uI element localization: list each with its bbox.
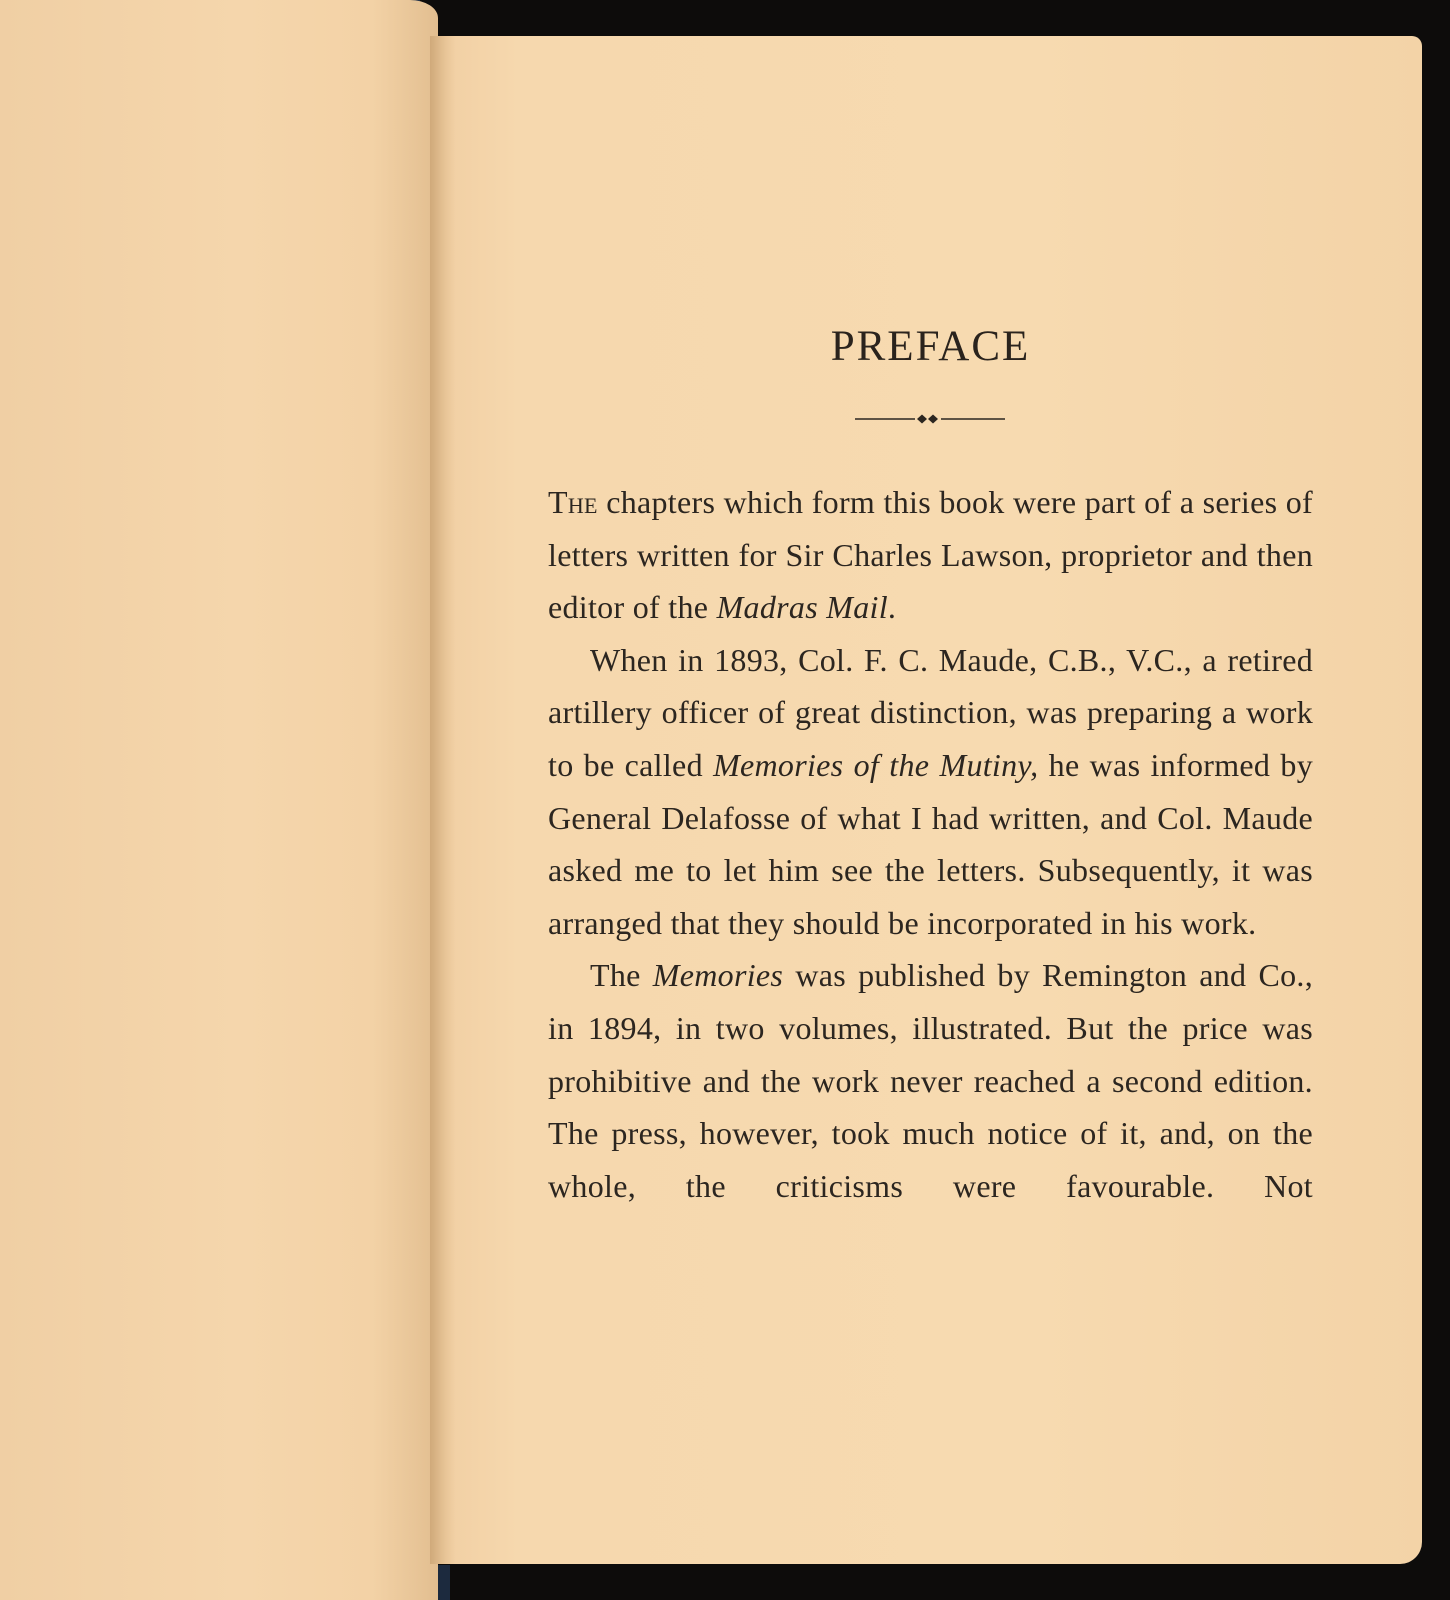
paragraph-1 xyxy=(548,476,1313,634)
paragraph-2-italic: Memories of the Mutiny, xyxy=(713,746,1039,783)
preface-body xyxy=(548,476,1313,1212)
paragraph-1-text: chapters which form this book were part of a series of letters written for Sir Charles Lawson, proprietor and then editor of the xyxy=(548,484,1313,626)
paragraph-2-text: When in 1893, Col. F. C. Maude, C.B., V.C., a retired artillery officer of great distinction, was preparing a work to be called xyxy=(548,641,1313,783)
lead-word: The xyxy=(548,484,598,520)
paragraph-2-end: he was informed by General Delafosse of what I had written, and Col. Maude asked me to let him see the letters. Subsequently, it was arranged that they should be incorporated in his work. xyxy=(548,746,1313,941)
paragraph-3-end: was published by Remington and Co., in 1894, in two volumes, illustrated. But the price was prohibitive and the work never reached a second edition. The press, however, took much notice of it, and, on the whole, the criticisms were favourable. Not xyxy=(548,957,1313,1204)
paragraph-3 xyxy=(548,949,1313,1212)
ornament-divider xyxy=(855,412,1005,426)
paragraph-3-italic: Memories xyxy=(652,957,784,994)
page-gutter xyxy=(430,36,456,1564)
page-title: PREFACE xyxy=(830,323,1031,370)
left-blank-page xyxy=(0,0,438,1600)
paragraph-1-italic: Madras Mail xyxy=(716,589,888,626)
paragraph-2 xyxy=(548,634,1313,950)
paragraph-3-text: The xyxy=(590,957,653,994)
paragraph-1-end: . xyxy=(887,589,897,626)
